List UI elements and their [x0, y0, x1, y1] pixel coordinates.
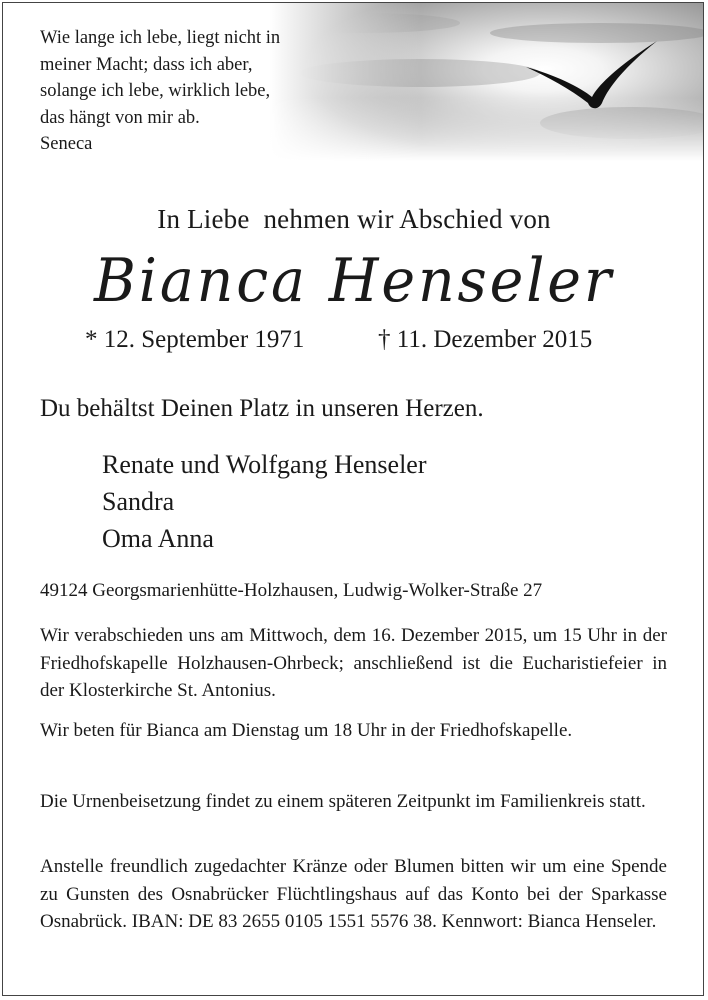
death-date: † 11. Dezember 2015 — [378, 326, 593, 353]
quote-author: Seneca — [40, 134, 93, 154]
birth-date: * 12. September 1971 — [85, 326, 305, 353]
donation-info-paragraph: Anstelle freundlich zugedachter Kränze oder Blumen bitten wir um eine Spende zu Gunsten des Osnabrücker Flüchtlingshaus auf das Konto bei der Sparkasse Osnabrück. IBAN: DE 83 2655 0105 1551 5576 38. Kennwort: Bianca Henseler. — [40, 856, 667, 932]
mourner-name: Sandra — [102, 487, 175, 516]
mourner-name: Renate und Wolfgang Henseler — [102, 450, 427, 479]
deceased-name: Bianca Henseler — [94, 246, 614, 316]
family-address: 49124 Georgsmarienhütte-Holzhausen, Ludwig-Wolker-Straße 27 — [40, 580, 543, 601]
seneca-quote — [40, 25, 280, 158]
funeral-info-paragraph: Wir verabschieden uns am Mittwoch, dem 16. Dezember 2015, um 15 Uhr in der Friedhofskapelle Holzhausen-Ohrbeck; anschließend ist die Eucharistiefeier in der Klosterkirche St. Antonius. — [40, 625, 667, 701]
mourner-name: Oma Anna — [102, 524, 214, 553]
prayer-info-paragraph: Wir beten für Bianca am Dienstag um 18 Uhr in der Friedhofskapelle. — [40, 720, 573, 741]
quote-line: Wie lange ich lebe, liegt nicht in — [40, 28, 281, 48]
quote-line: meiner Macht; dass ich aber, — [40, 54, 253, 75]
memorial-sentence: Du behältst Deinen Platz in unseren Herzen. — [40, 395, 484, 422]
sky-bird-image — [270, 3, 703, 161]
quote-line: das hängt von mir ab. — [40, 107, 200, 128]
burial-info-paragraph: Die Urnenbeisetzung findet zu einem späteren Zeitpunkt im Familienkreis statt. — [40, 791, 646, 812]
mourners-list — [102, 446, 427, 557]
quote-line: solange ich lebe, wirklich lebe, — [40, 81, 271, 101]
farewell-intro: In Liebe nehmen wir Abschied von — [157, 204, 551, 234]
